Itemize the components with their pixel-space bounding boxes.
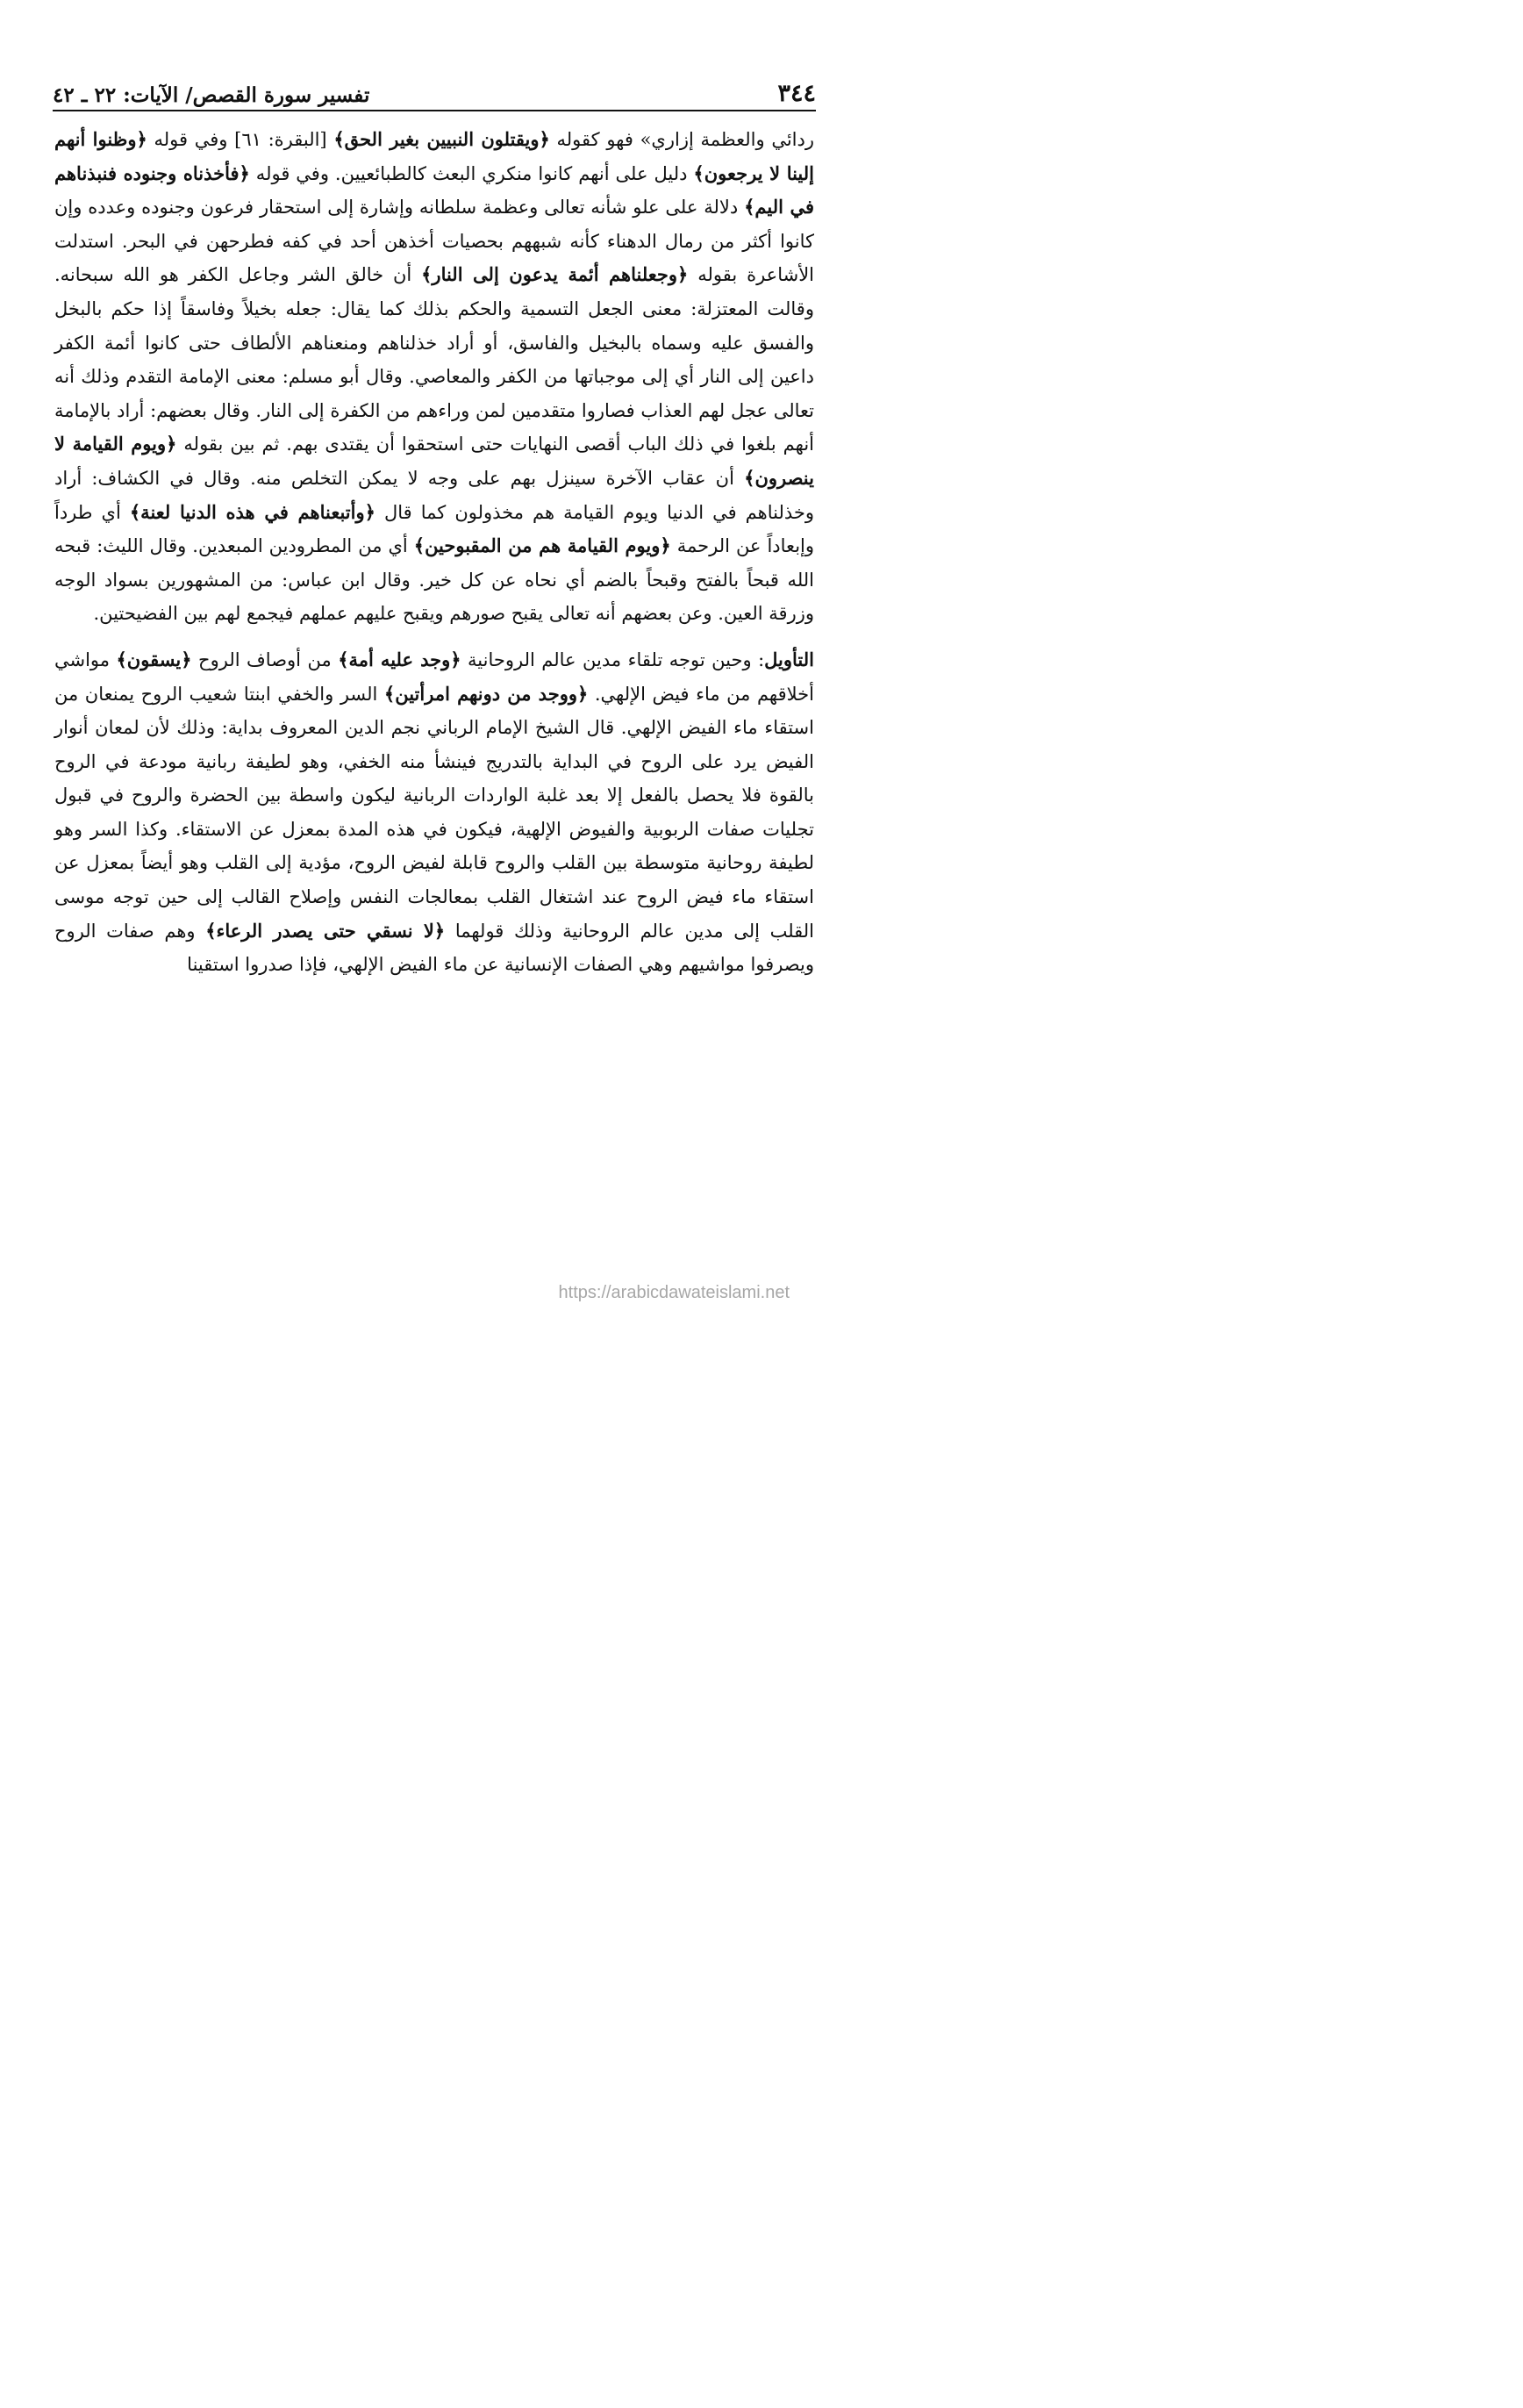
quoted-text: ﴿وظنوا أنهم إلينا لا يرجعون﴾ [54,128,814,184]
quoted-text: التأويل [764,648,814,670]
text-run: [البقرة: ٦١] وفي قوله [147,129,334,150]
text-run: دلالة على علو شأنه تعالى وعظمة سلطانه وإشارة إلى استحقار فرعون وجنوده وعدده وإن كانوا أكثر من رمال الدهناء كأنه شبههم بحصيات أخذهن أحد في كفه فطرحهن في البحر. استدلت الأشاعرة بقوله [54,197,815,286]
text-run: أي من المطرودين المبعدين. وقال الليث: قبحه الله قبحاً بالفتح وقبحاً بالضم أي نحاه عن كل خير. وقال ابن عباس: من المشهورين بسواد الوجه وزرقة العين. وعن بعضهم أنه تعالى يقبح صورهم ويقبح عليهم عملهم فيجمع لهم بين الفضيحتين. [54,535,814,625]
text-run: أن خالق الشر وجاعل الكفر هو الله سبحانه. وقالت المعتزلة: معنى الجعل التسمية والحكم بذلك كما يقال: جعله بخيلاً وفاسقاً إذا حكم بالبخل والفسق عليه وسماه بالبخيل والفاسق، أو أراد خذلناهم ومنعناهم الألطاف حتى كانوا أئمة الكفر داعين إلى النار أي إلى موجباتها من الكفر والمعاصي. وقال أبو مسلم: معنى الإمامة التقدم وذلك أنه تعالى عجل لهم العذاب فصاروا متقدمين لمن وراءهم من الكفرة إلى النار. وقال بعضهم: أراد بالإمامة أنهم بلغوا في ذلك الباب أقصى النهايات حتى استحقوا أن يقتدى بهم. ثم بين بقوله [54,264,814,455]
quoted-text: ﴿ويوم القيامة هم من المقبوحين﴾ [413,534,671,557]
paragraph [54,123,814,631]
page-header [53,61,816,107]
watermark-url: https://arabicdawateislami.net [558,1283,790,1302]
running-title: تفسير سورة القصص/ الآيات: ٢٢ ـ ٤٢ [53,83,370,107]
text-run: : وحين توجه تلقاء مدين عالم الروحانية [461,649,765,670]
quoted-text: ﴿ووجد من دونهم امرأتين﴾ [383,682,589,705]
text-run: دليل على أنهم كانوا منكري البعث كالطبائعيين. وفي قوله [249,162,694,184]
quoted-text: ﴿فأخذناه وجنوده فنبذناهم في اليم﴾ [54,161,814,219]
text-run: السر والخفي ابنتا شعيب الروح يمنعان من استقاء ماء الفيض الإلهي. قال الشيخ الإمام الرباني نجم الدين المعروف بداية: وذلك لأن لمعان أنوار الفيض يرد على الروح في البداية بالتدريج فينشأ منه الخفي، وهو لطيفة ربانية مودعة في الروح بالقوة فلا يحصل بالفعل إلا بعد غلبة الواردات الربانية ليكون واسطة بين الحضرة والروح في قبول تجليات صفات الربوبية والفيوض الإلهية، فيكون في هذه المدة بمعزل عن الاستقاء. وكذا السر وهو لطيفة روحانية متوسطة بين القلب والروح قابلة لفيض الروح، مؤدية إلى القلب وهو أيضاً بمعزل عن استقاء ماء فيض الروح عند اشتغال القلب بمعالجات النفس وإصلاح القالب إلى حين توجه موسى القلب إلى مدين عالم الروحانية وذلك قولهما [54,683,815,942]
quoted-text: ﴿لا نسقي حتى يصدر الرعاء﴾ [205,919,446,942]
body-text [54,123,814,982]
header-rule [53,110,816,111]
quoted-text: ﴿وجعلناهم أئمة يدعون إلى النار﴾ [421,263,689,286]
text-run: أن عقاب الآخرة سينزل بهم على وجه لا يمكن التخلص منه. وقال في الكشاف: أراد وخذلناهم في الدنيا ويوم القيامة هم مخذولون كما قال [54,467,815,523]
page-number: ٣٤٤ [777,80,816,107]
book-page [0,0,877,1356]
quoted-text: ﴿يسقون﴾ [116,648,192,670]
quoted-text: ﴿وأتبعناهم في هذه الدنيا لعنة﴾ [129,500,375,523]
quoted-text: ﴿وجد عليه أمة﴾ [338,648,461,670]
paragraph [54,643,814,982]
text-run: من أوصاف الروح [191,649,339,670]
quoted-text: ﴿ويقتلون النبيين بغير الحق﴾ [333,128,550,150]
quoted-text: ﴿ويوم القيامة لا ينصرون﴾ [54,433,814,489]
text-run: مواشي أخلاقهم من ماء فيض الإلهي. [54,649,814,705]
text-run: أي طرداً وإبعاداً عن الرحمة [54,501,815,557]
text-run: وهم صفات الروح ويصرفوا مواشيهم وهي الصفات الإنسانية عن ماء الفيض الإلهي، فإذا صدروا استقينا [54,920,814,976]
text-run: ردائي والعظمة إزاري» فهو كقوله [549,129,814,150]
